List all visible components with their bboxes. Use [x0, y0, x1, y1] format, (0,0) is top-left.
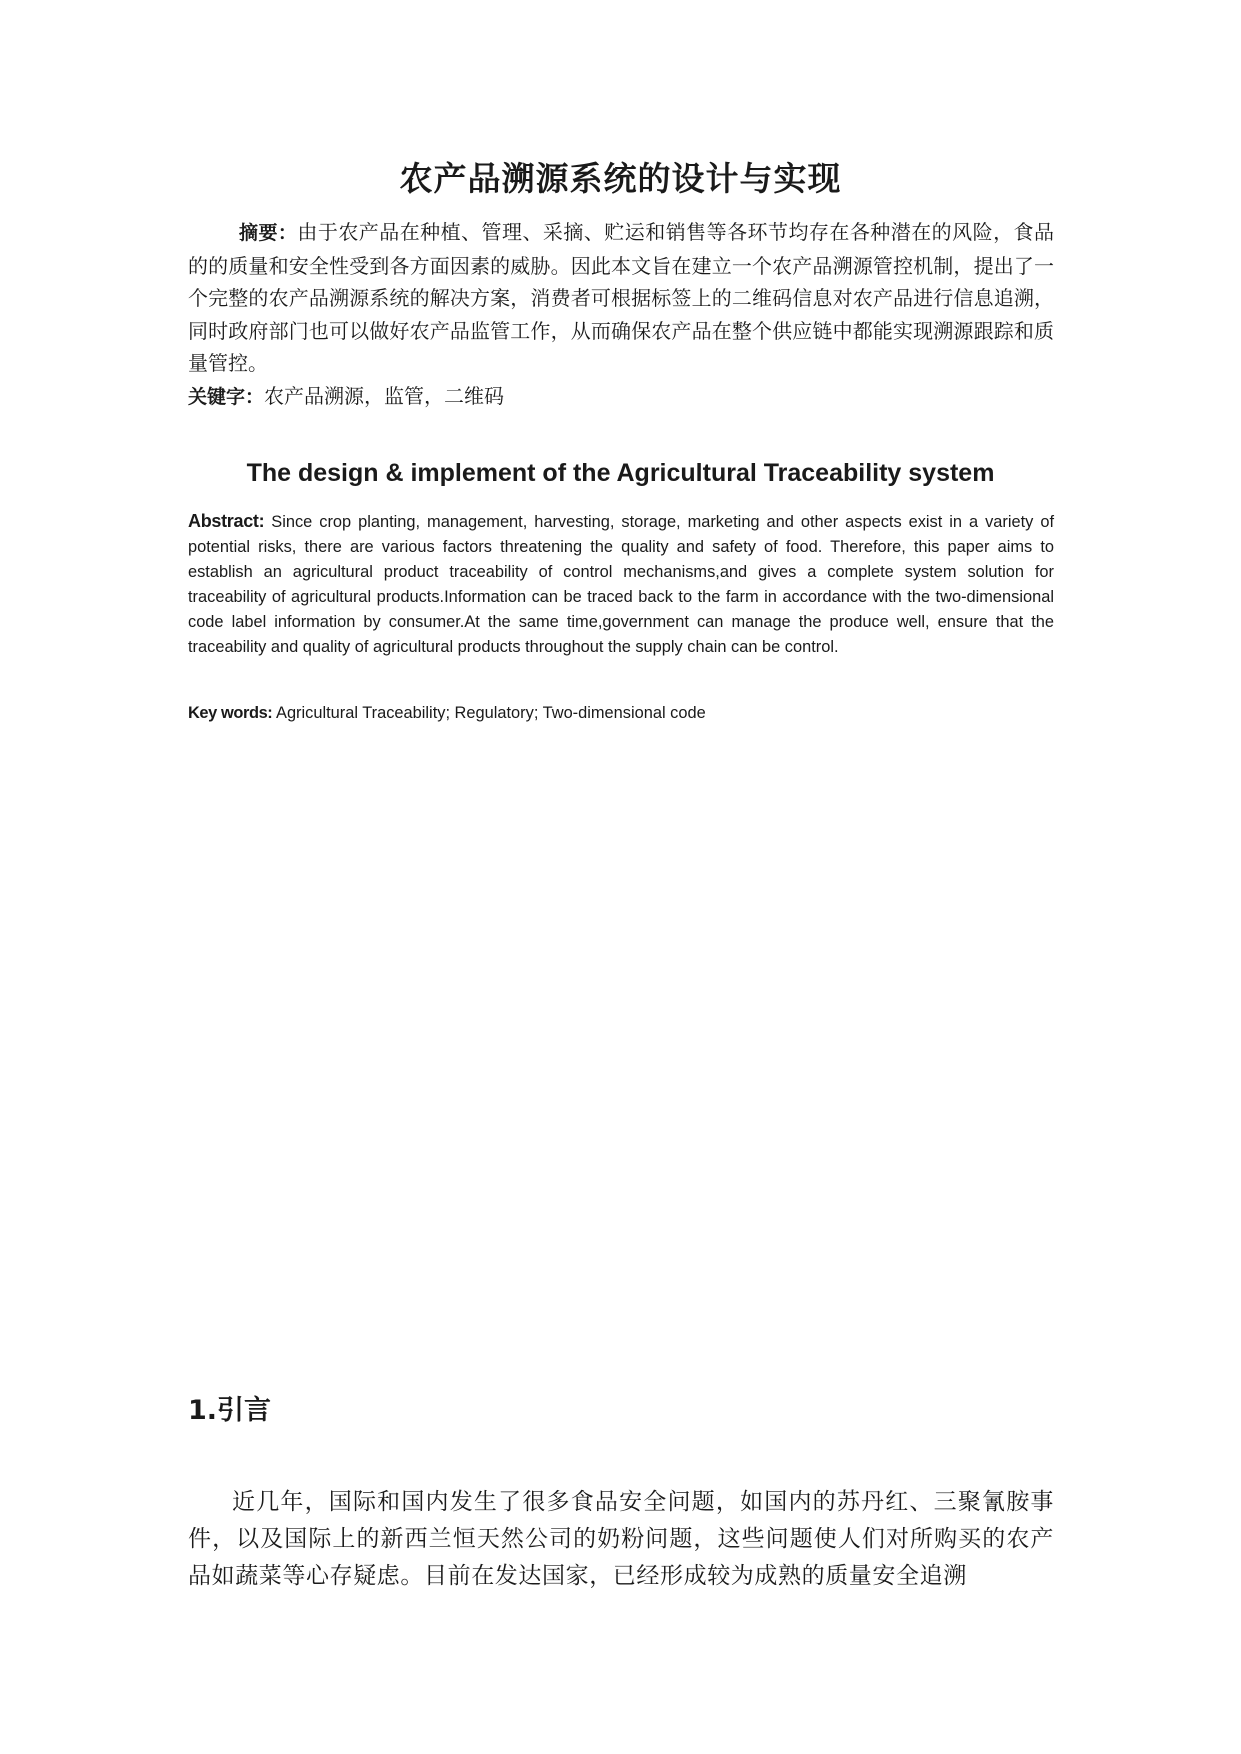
english-keywords-text: Agricultural Traceability; Regulatory; Two-dimensional code: [272, 704, 706, 722]
section-number: 1.: [188, 1395, 218, 1426]
body-paragraph: 近几年，国际和国内发生了很多食品安全问题，如国内的苏丹红、三聚氰胺事件，以及国际上的新西兰恒天然公司的奶粉问题，这些问题使人们对所购买的农产品如蔬菜等心存疑虑。目前在发达国家，已经形成较为成熟的质量安全追溯: [188, 1489, 1054, 1589]
english-abstract-label: Abstract:: [188, 511, 265, 531]
chinese-keywords: [188, 380, 1054, 413]
chinese-abstract: [188, 216, 1054, 380]
english-abstract: [188, 509, 1054, 660]
section-title: 引言: [217, 1395, 272, 1426]
english-keywords: [188, 701, 1054, 725]
english-keywords-label: Key words:: [188, 704, 273, 722]
chinese-keywords-text: 农产品溯源，监管，二维码: [264, 384, 505, 408]
chinese-keywords-label: 关键字：: [188, 386, 265, 408]
english-title: The design & implement of the Agricultural Traceability system: [246, 459, 995, 487]
english-abstract-text: Since crop planting, management, harvesting, storage, marketing and other aspects exist in a variety of potential risks, there are various factors threatening the quality and safety of food. Therefore, this paper aims to establish an agricultural product traceability of control mechanisms,and gives a complete system solution for traceability of agricultural products.Information can be traced back to the farm in accordance with the two-dimensional code label information by consumer.At the same time,government can manage the produce well, ensure that the traceability and quality of agricultural products throughout the supply chain can be control.: [188, 513, 1054, 656]
section-heading-introduction: [188, 1392, 271, 1430]
chinese-title: 农产品溯源系统的设计与实现: [399, 159, 842, 198]
chinese-abstract-text: 由于农产品在种植、管理、采摘、贮运和销售等各环节均存在各种潜在的风险，食品的的质量和安全性受到各方面因素的威胁。因此本文旨在建立一个农产品溯源管控机制，提出了一个完整的农产品溯源系统的解决方案，消费者可根据标签上的二维码信息对农产品进行信息追溯，同时政府部门也可以做好农产品监管工作，从而确保农产品在整个供应链中都能实现溯源跟踪和质量管控。: [188, 220, 1054, 375]
chinese-abstract-label: 摘要：: [239, 222, 298, 244]
